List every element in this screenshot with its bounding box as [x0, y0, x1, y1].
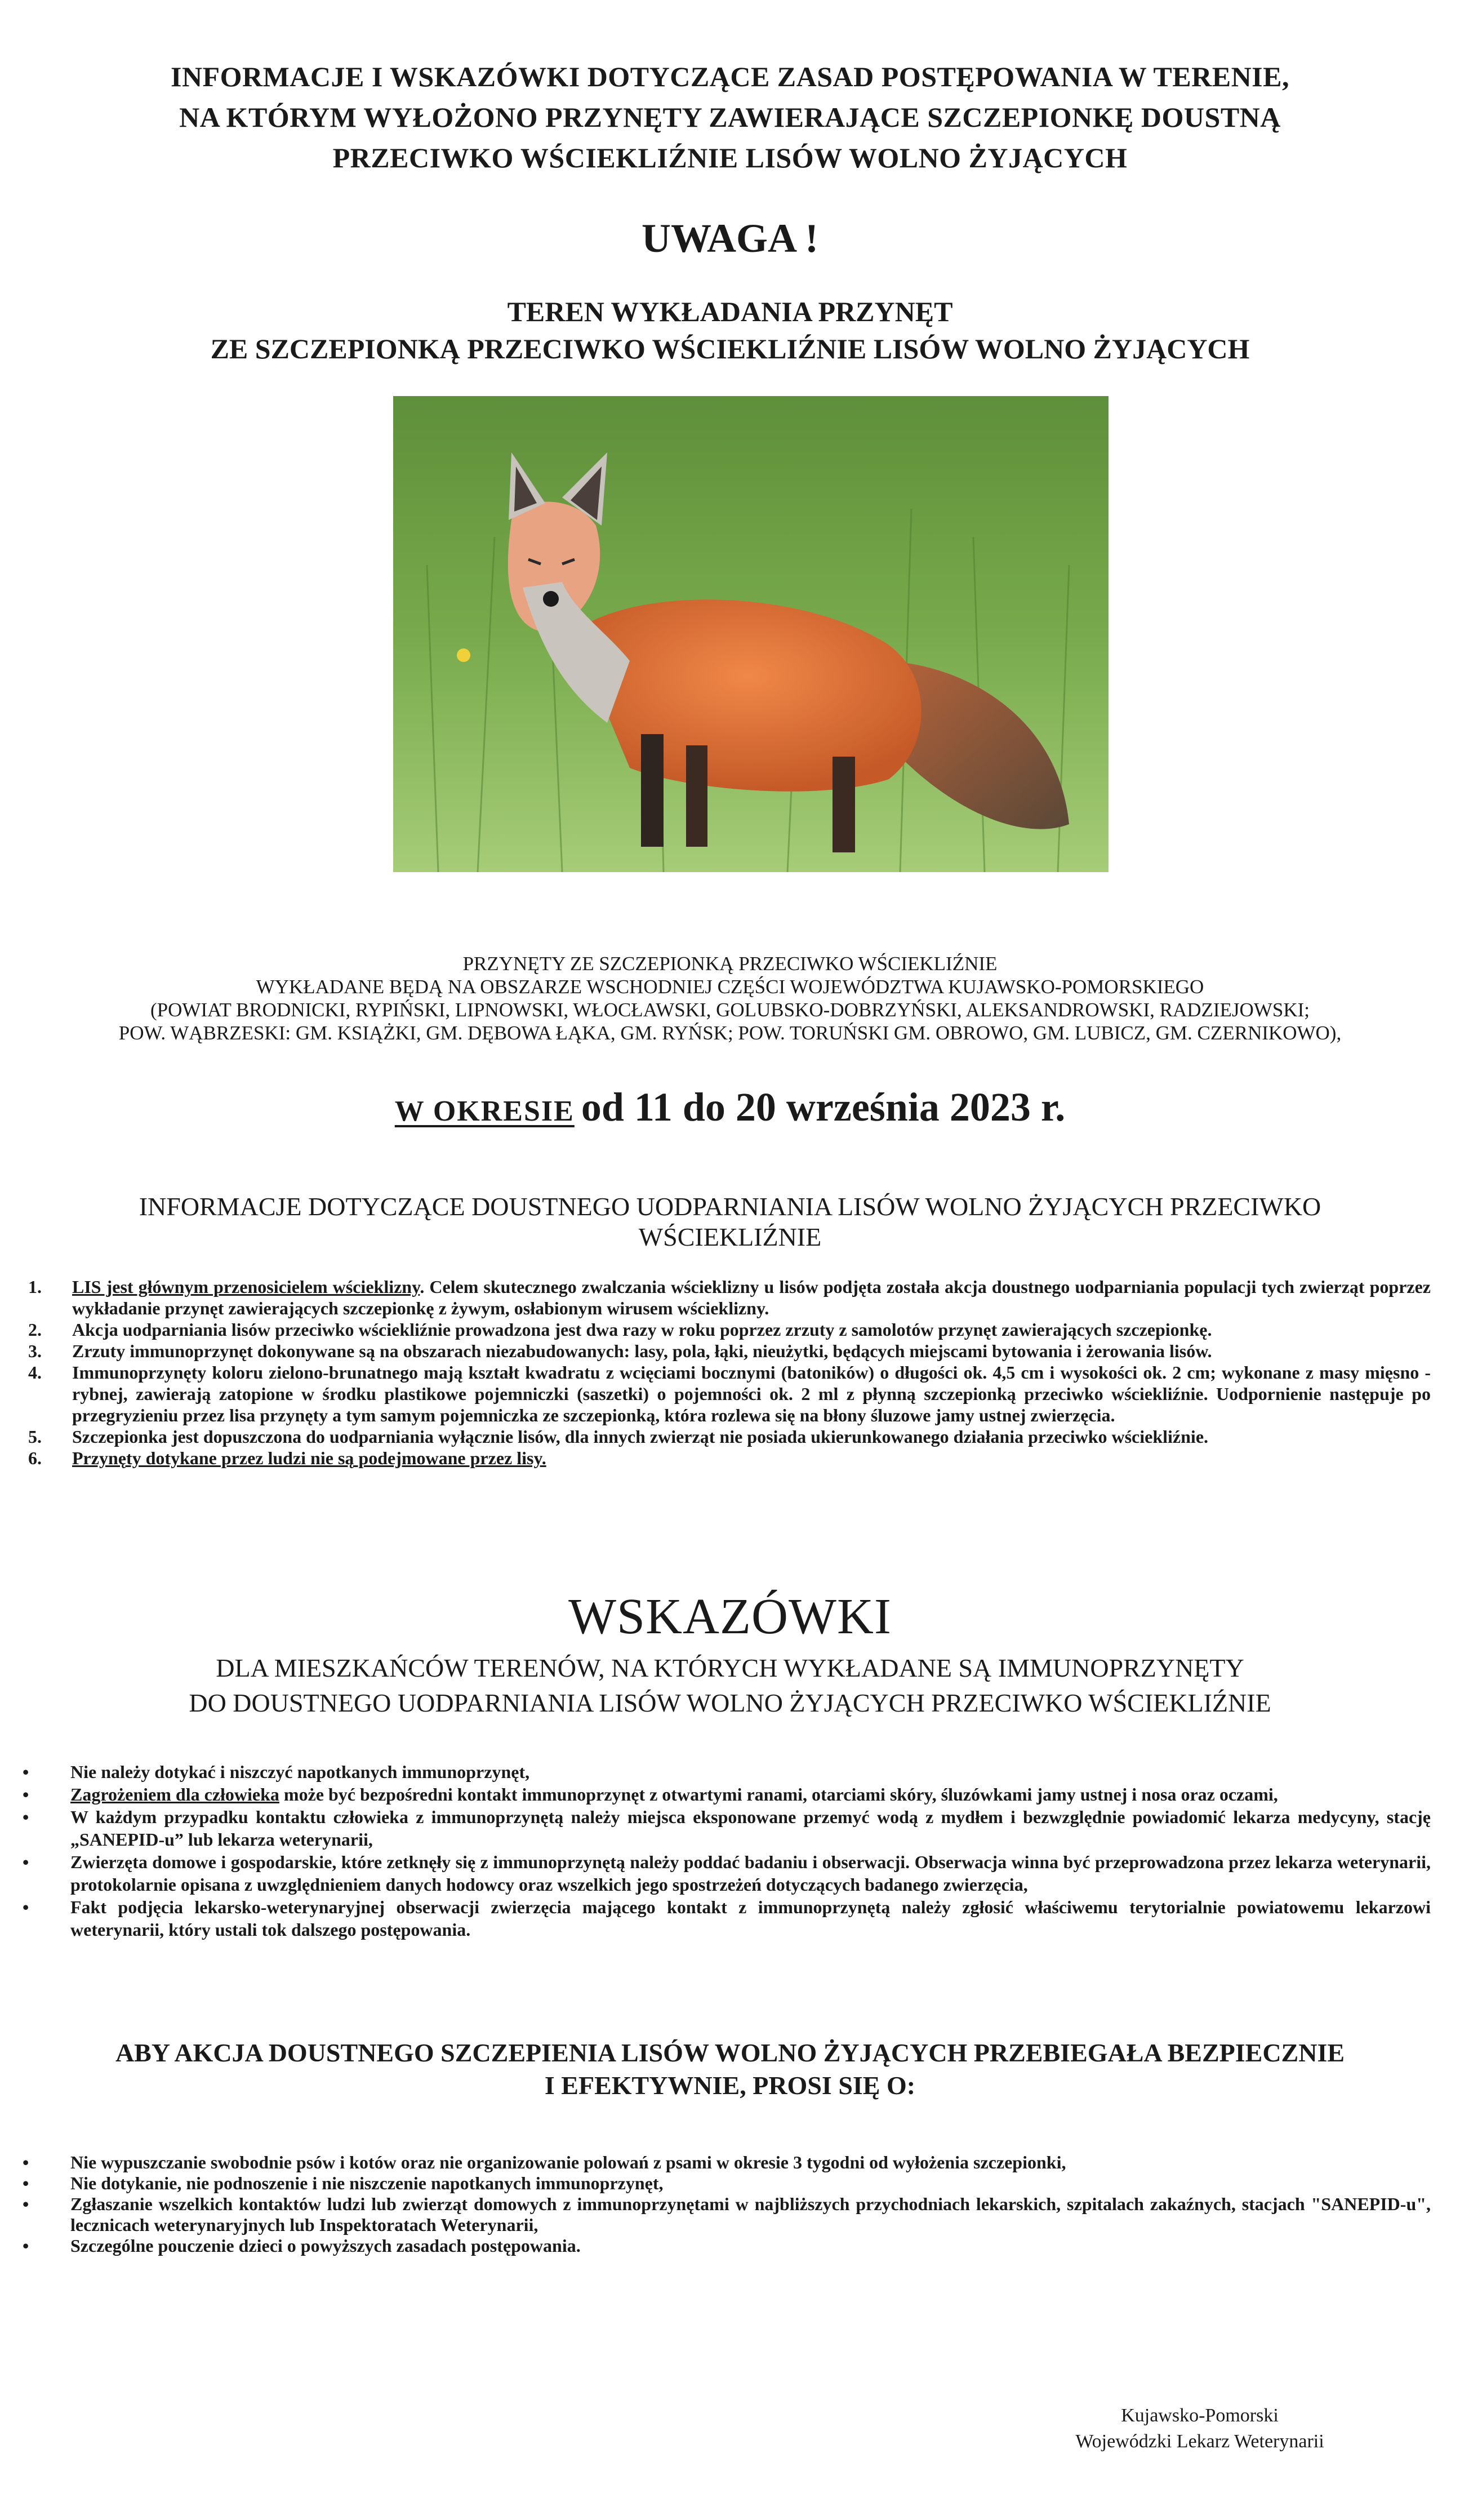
bullet-dot-icon: •	[23, 1852, 29, 1872]
item-text: Immunoprzynęty koloru zielono-brunatnego mają kształt kwadratu z wcięciami bocznymi (batoników) o długości ok. 4,5 cm i wysokości ok. 2 cm; wykonane z masy mięsno - rybnej, zawierają zatopione w środku plastikowe pojemniczki (saszetki) o pojemności ok. 2 ml z płynną szczepionką przeciwko wściekliźnie. Uodpornienie następuje po przegryzieniu przez lisa przynęty a tym samym pojemniczka ze szczepionką, która rozlewa się na błony śluzowe jamy ustnej zwierzęcia.	[72, 1362, 1431, 1425]
info-heading-line: WŚCIEKLIŹNIE	[638, 1223, 822, 1251]
guideline-item	[23, 1806, 1431, 1851]
title-line: PRZECIWKO WŚCIEKLIŹNIE LISÓW WOLNO ŻYJĄCYCH	[332, 142, 1128, 174]
fox-photo	[393, 396, 1109, 872]
info-list-item	[28, 1276, 1431, 1319]
area-line: (POWIAT BRODNICKI, RYPIŃSKI, LIPNOWSKI, WŁOCŁAWSKI, GOLUBSKO-DOBRZYŃSKI, ALEKSANDROWSKI, RADZIEJOWSKI;	[150, 999, 1310, 1021]
guidelines-subtitle-line: DLA MIESZKAŃCÓW TERENÓW, NA KTÓRYCH WYKŁADANE SĄ IMMUNOPRZYNĘTY	[216, 1654, 1244, 1682]
bullet-dot-icon: •	[23, 1807, 29, 1827]
item-underlined-text: Zagrożeniem dla człowieka	[70, 1784, 279, 1805]
bullet-dot-icon: •	[23, 2152, 29, 2172]
campaign-period	[0, 1082, 1460, 1137]
item-text: może być bezpośredni kontakt immunoprzynęt z otwartymi ranami, otarciami skóry, śluzówkami jamy ustnej i nosa oraz oczami,	[279, 1784, 1278, 1805]
item-text: Nie wypuszczanie swobodnie psów i kotów oraz nie organizowanie polowań z psami w okresie 3 tygodni od wyłożenia szczepionki,	[70, 2152, 1066, 2172]
info-list-item	[28, 1340, 1431, 1362]
request-item	[23, 2194, 1431, 2235]
item-text: Zgłaszanie wszelkich kontaktów ludzi lub zwierząt domowych z immunoprzynętami w najbliższych przychodniach lekarskich, szpitalach zakaźnych, stacjach "SANEPID-u", lecznicach weterynaryjnych lub Inspektoratach Weterynarii,	[70, 2194, 1431, 2235]
bullet-dot-icon: •	[23, 1784, 29, 1805]
info-heading	[0, 1192, 1460, 1252]
area-heading-line: ZE SZCZEPIONKĄ PRZECIWKO WŚCIEKLIŹNIE LISÓW WOLNO ŻYJĄCYCH	[210, 333, 1250, 365]
info-list-item	[28, 1426, 1431, 1447]
request-item	[23, 2152, 1431, 2173]
title-line: INFORMACJE I WSKAZÓWKI DOTYCZĄCE ZASAD POSTĘPOWANIA W TERENIE,	[170, 61, 1289, 92]
info-list-item	[28, 1319, 1431, 1340]
fox-illustration-icon	[393, 396, 1109, 872]
signature-line: Kujawsko-Pomorski	[1121, 2405, 1279, 2426]
item-text: Zrzuty immunoprzynęt dokonywane są na obszarach niezabudowanych: lasy, pola, łąki, nieużytki, będących miejscami bytowania i żerowania lisów.	[72, 1341, 1212, 1361]
bullet-dot-icon: •	[23, 2194, 29, 2214]
item-underlined-text: LIS jest głównym przenosicielem wścieklizny	[72, 1277, 420, 1297]
info-list-item	[28, 1447, 1431, 1469]
item-text: W każdym przypadku kontaktu człowieka z immunoprzynętą należy miejsca eksponowane przemyć wodą z mydłem i bezwzględnie powiadomić lekarza medycyny, stację „SANEPID-u” lub lekarza weterynarii,	[70, 1807, 1431, 1850]
request-item	[23, 2173, 1431, 2194]
guideline-item	[23, 1783, 1431, 1806]
signature-block	[1003, 2403, 1397, 2455]
bullet-dot-icon: •	[23, 2173, 29, 2193]
guidelines-title: WSKAZÓWKI	[568, 1589, 892, 1645]
request-heading-line: I EFEKTYWNIE, PROSI SIĘ O:	[544, 2071, 916, 2100]
request-list	[23, 2152, 1431, 2256]
warning-heading: UWAGA !	[641, 216, 818, 261]
area-description	[0, 952, 1460, 1045]
bullet-dot-icon: •	[23, 1897, 29, 1917]
guideline-item	[23, 1761, 1431, 1783]
title-line: NA KTÓRYM WYŁOŻONO PRZYNĘTY ZAWIERAJĄCE SZCZEPIONKĘ DOUSTNĄ	[179, 101, 1281, 133]
period-value: od 11 do 20 września 2023 r.	[581, 1085, 1066, 1130]
period-label: W OKRESIE	[394, 1095, 575, 1127]
area-line: WYKŁADANE BĘDĄ NA OBSZARZE WSCHODNIEJ CZĘŚCI WOJEWÓDZTWA KUJAWSKO-POMORSKIEGO	[256, 976, 1204, 998]
guidelines-list	[23, 1761, 1431, 1941]
area-heading-line: TEREN WYKŁADANIA PRZYNĘT	[507, 296, 953, 327]
area-line: PRZYNĘTY ZE SZCZEPIONKĄ PRZECIWKO WŚCIEKLIŹNIE	[462, 953, 998, 975]
info-list	[28, 1276, 1431, 1469]
item-text: Zwierzęta domowe i gospodarskie, które zetknęły się z immunoprzynętą należy poddać badaniu i obserwacji. Obserwacja winna być przeprowadzona przez lekarza weterynarii, protokolarnie opisana z uwzględnieniem danych hodowcy oraz wszelkich jego spostrzeżeń dotyczących badanego zwierzęcia,	[70, 1852, 1431, 1895]
info-heading-line: INFORMACJE DOTYCZĄCE DOUSTNEGO UODPARNIANIA LISÓW WOLNO ŻYJĄCYCH PRZECIWKO	[139, 1192, 1321, 1221]
item-number: 1.	[28, 1277, 42, 1297]
item-text: . Celem skutecznego zwalczania wścieklizny u lisów podjęta została akcja doustnego uodparniania populacji tych zwierząt poprzez wykładanie przynęt zawierających szczepionkę z żywym, osłabionym wirusem wścieklizny.	[72, 1277, 1431, 1318]
item-text: Fakt podjęcia lekarsko-weterynaryjnej obserwacji zwierzęcia mającego kontakt z immunoprzynętą należy zgłosić właściwemu terytorialnie powiatowemu lekarzowi weterynarii, który ustali tok dalszego postępowania.	[70, 1897, 1431, 1940]
item-number: 6.	[28, 1448, 42, 1468]
request-heading-line: ABY AKCJA DOUSTNEGO SZCZEPIENIA LISÓW WOLNO ŻYJĄCYCH PRZEBIEGAŁA BEZPIECZNIE	[115, 2038, 1345, 2067]
item-number: 2.	[28, 1319, 42, 1340]
item-text: Szczególne pouczenie dzieci o powyższych zasadach postępowania.	[70, 2235, 581, 2256]
item-text: Nie dotykanie, nie podnoszenie i nie niszczenie napotkanych immunoprzynęt,	[70, 2173, 664, 2193]
item-number: 5.	[28, 1426, 42, 1447]
guidelines-subtitle-line: DO DOUSTNEGO UODPARNIANIA LISÓW WOLNO ŻYJĄCYCH PRZECIWKO WŚCIEKLIŹNIE	[189, 1688, 1271, 1717]
bullet-dot-icon: •	[23, 1762, 29, 1782]
guideline-item	[23, 1851, 1431, 1896]
item-number: 4.	[28, 1362, 42, 1383]
item-text: Nie należy dotykać i niszczyć napotkanych immunoprzynęt,	[70, 1762, 530, 1782]
request-item	[23, 2235, 1431, 2256]
item-text: Akcja uodparniania lisów przeciwko wściekliźnie prowadzona jest dwa razy w roku poprzez zrzuty z samolotów przynęt zawierających szczepionkę.	[72, 1319, 1212, 1340]
area-line: POW. WĄBRZESKI: GM. KSIĄŻKI, GM. DĘBOWA ŁĄKA, GM. RYŃSK; POW. TORUŃSKI GM. OBROWO, GM. LUBICZ, GM. CZERNIKOWO),	[118, 1022, 1342, 1044]
signature-line: Wojewódzki Lekarz Weterynarii	[1075, 2431, 1324, 2452]
info-list-item	[28, 1362, 1431, 1426]
bullet-dot-icon: •	[23, 2235, 29, 2256]
guidelines-subtitle	[0, 1651, 1460, 1721]
document-title	[0, 56, 1460, 178]
item-text: Szczepionka jest dopuszczona do uodparniania wyłącznie lisów, dla innych zwierząt nie posiada ukierunkowanego działania przeciwko wściekliźnie.	[72, 1426, 1209, 1447]
item-number: 3.	[28, 1341, 42, 1361]
area-heading	[0, 293, 1460, 367]
item-underlined-text: Przynęty dotykane przez ludzi nie są podejmowane przez lisy.	[72, 1448, 546, 1468]
guideline-item	[23, 1896, 1431, 1941]
request-heading	[0, 2037, 1460, 2102]
